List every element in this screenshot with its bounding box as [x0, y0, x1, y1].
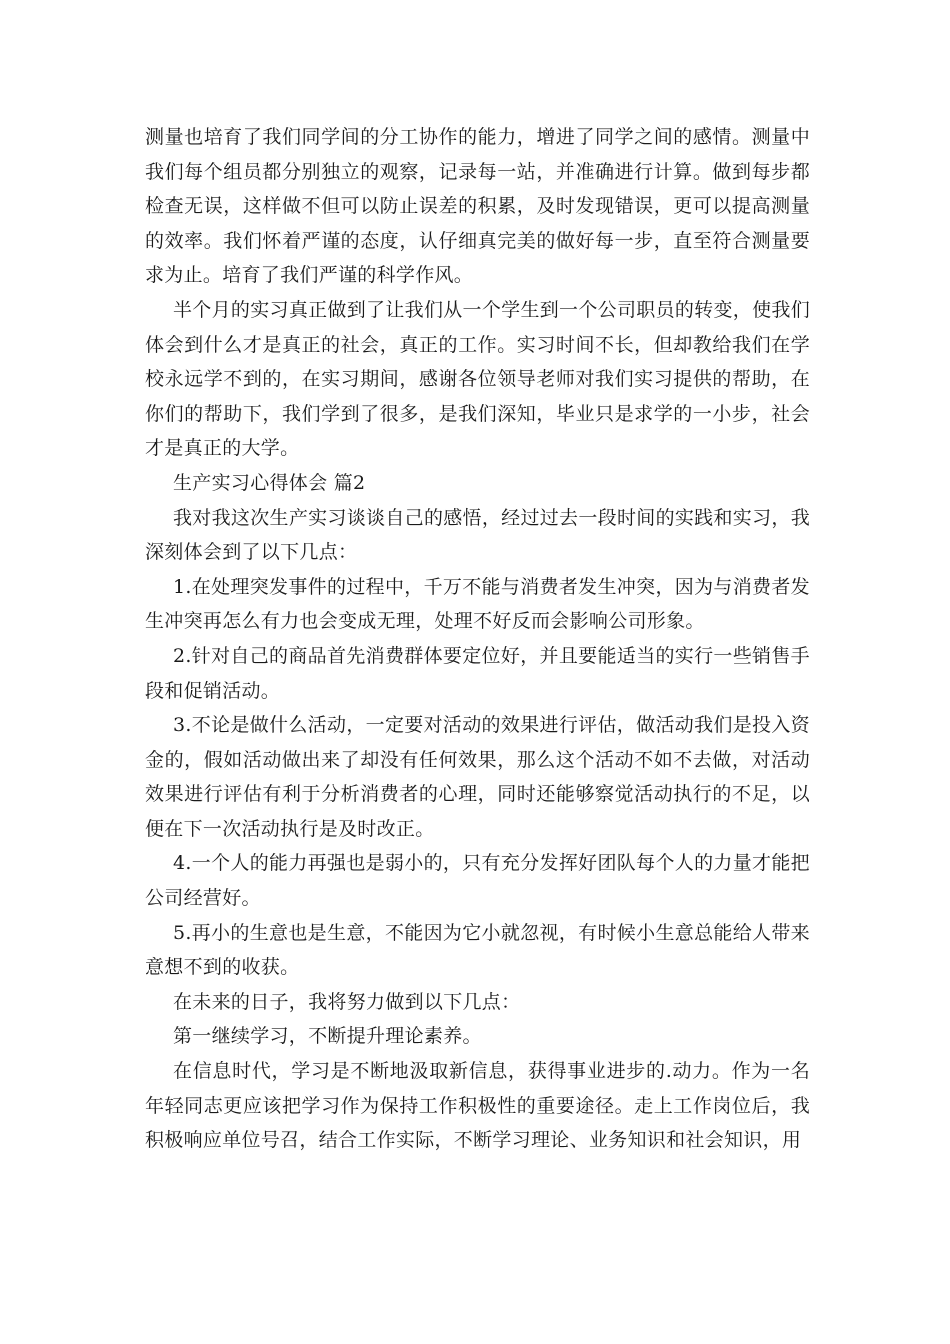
paragraph-1: 测量也培育了我们同学间的分工协作的能力，增进了同学之间的感情。测量中我们每个组员都分别独立的观察，记录每一站，并准确进行计算。做到每步都检查无误，这样做不但可以防止误差的积累，及时发现错误，更可以提高测量的效率。我们怀着严谨的态度，认仔细真完美的做好每一步，直至符合测量要求为止。培育了我们严谨的科学作风。 — [145, 126, 810, 287]
list-item-5: 5.再小的生意也是生意，不能因为它小就忽视，有时候小生意总能给人带来意想不到的收获。 — [145, 921, 810, 979]
paragraph-3: 我对我这次生产实习谈谈自己的感悟，经过过去一段时间的实践和实习，我深刻体会到了以下几点： — [145, 506, 810, 564]
paragraph-information-age: 在信息时代，学习是不断地汲取新信息，获得事业进步的.动力。作为一名年轻同志更应该把学习作为保持工作积极性的重要途径。走上工作岗位后，我积极响应单位号召，结合工作实际，不断学习理论、业务知识和社会知识，用 — [145, 1060, 810, 1152]
section-heading: 生产实习心得体会 篇2 — [173, 471, 366, 494]
document-body — [145, 120, 810, 1158]
list-item-1: 1.在处理突发事件的过程中，千万不能与消费者发生冲突，因为与消费者发生冲突再怎么有力也会变成无理，处理不好反而会影响公司形象。 — [145, 575, 810, 633]
list-item-4: 4.一个人的能力再强也是弱小的，只有充分发挥好团队每个人的力量才能把公司经营好。 — [145, 852, 810, 910]
list-item-3: 3.不论是做什么活动，一定要对活动的效果进行评估，做活动我们是投入资金的，假如活动做出来了却没有任何效果，那么这个活动不如不去做，对活动效果进行评估有利于分析消费者的心理，同时还能够察觉活动执行的不足，以便在下一次活动执行是及时改正。 — [145, 714, 810, 840]
paragraph-first-point: 第一继续学习，不断提升理论素养。 — [173, 1025, 482, 1048]
paragraph-2: 半个月的实习真正做到了让我们从一个学生到一个公司职员的转变，使我们体会到什么才是真正的社会，真正的工作。实习时间不长，但却教给我们在学校永远学不到的，在实习期间，感谢各位领导老师对我们实习提供的帮助，在你们的帮助下，我们学到了很多，是我们深知，毕业只是求学的一小步，社会才是真正的大学。 — [145, 298, 810, 460]
paragraph-future: 在未来的日子，我将努力做到以下几点： — [173, 990, 521, 1013]
list-item-2: 2.针对自己的商品首先消费群体要定位好，并且要能适当的实行一些销售手段和促销活动。 — [145, 644, 810, 702]
